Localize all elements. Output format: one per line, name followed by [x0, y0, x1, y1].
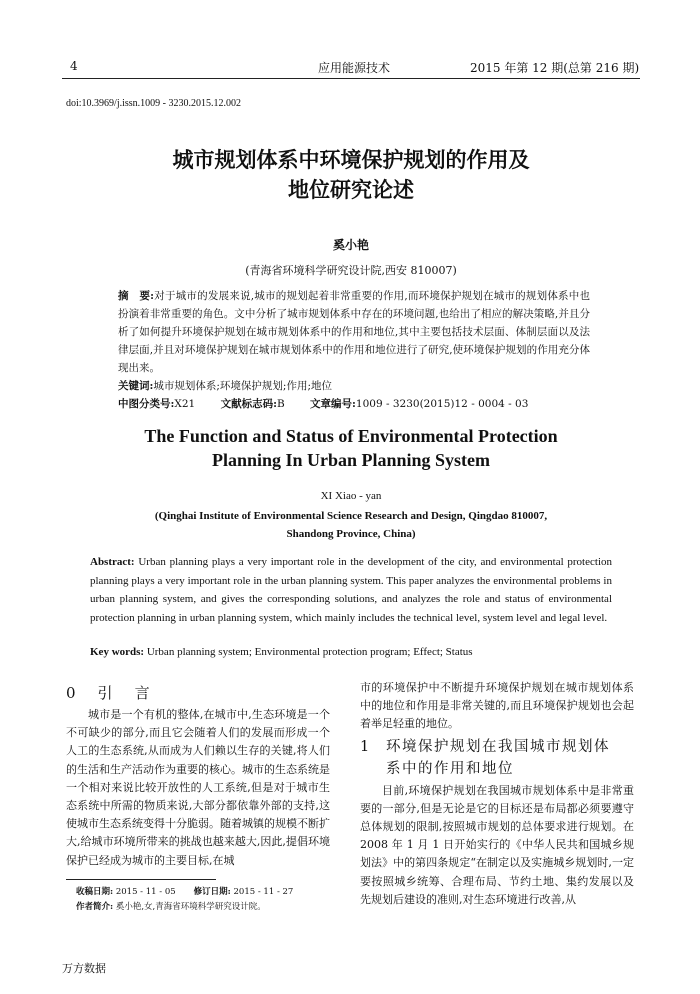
keywords-cn: [118, 378, 332, 393]
author-en: XI Xiao - yan: [320, 490, 382, 502]
footer-watermark: 万方数据: [62, 962, 106, 975]
doc-code-value: B: [276, 398, 285, 410]
author-bio-label: 作者简介:: [76, 902, 114, 912]
received-label: 收稿日期:: [76, 887, 114, 897]
abstract-cn: [118, 287, 590, 377]
article-no-label: 文章编号:: [310, 398, 356, 410]
section-1-heading: [360, 736, 634, 780]
header-rule: [62, 78, 640, 79]
keywords-cn-text: 城市规划体系;环境保护规划;作用;地位: [153, 380, 333, 392]
right-column: [360, 679, 634, 909]
author-cn: 奚小艳: [332, 238, 369, 252]
issue-info: 2015 年第 12 期(总第 216 期): [470, 61, 640, 75]
affiliation-en-line2: Shandong Province, China): [286, 528, 416, 540]
doi: doi:10.3969/j.issn.1009 - 3230.2015.12.002: [66, 98, 242, 109]
affiliation-en: [100, 507, 602, 543]
revised-label: 修订日期:: [193, 887, 231, 897]
section-0-title-a: 引: [97, 684, 113, 702]
received-date: 2015 - 11 - 05: [115, 887, 176, 897]
title-en-line2: Planning In Urban Planning System: [211, 450, 491, 470]
affiliation-cn: (青海省环境科学研究设计院,西安 810007): [245, 264, 457, 277]
section-1-number: 1: [360, 738, 371, 755]
abstract-cn-text: 对于城市的发展来说,城市的规划起着非常重要的作用,而环境保护规划在城市的规划体系中也扮演着非常重要的角色。文中分析了城市规划体系中存在的环境问题,也给出了相应的解决策略,并且分析了如何提升环境保护规划在城市规划体系中的作用和地位,其中主要包括技术层面、体制层面以及法律层面,并且对环境保护规划在城市规划体系中的作用和地位进行了研究,使环境保护规划的作用充分体现出来。: [118, 290, 590, 374]
section-1-paragraph: 目前,环境保护规划在我国城市规划体系中是非常重要的一部分,但是无论是它的目标还是布局都必须要遵守总体规划的限制,按照城市规划的总体要求进行规划。在 2008 年 1 月 1 日开始实行的《中华人民共和国城乡规划法》中的第四条规定“在制定以及实施城乡规划时,一定要按照城乡统筹、合理布局、节约土地、集约发展以及先规划后建设的准则,对生态环境进行改善,从: [360, 783, 634, 906]
clc-label: 中图分类号:: [118, 398, 175, 410]
journal-name: 应用能源技术: [318, 61, 391, 75]
section-0-title-b: 言: [134, 684, 150, 702]
title-en-line1: The Function and Status of Environmental Protection: [144, 426, 558, 446]
title-cn-line1: 城市规划体系中环境保护规划的作用及: [172, 147, 530, 172]
section-1-title-line2: 系中的作用和地位: [386, 760, 514, 777]
author-bio: 奚小艳,女,青海省环境科学研究设计院。: [115, 902, 266, 912]
footnote-author: [76, 900, 266, 912]
section-0-heading: [66, 682, 150, 703]
doc-code-label: 文献标志码:: [220, 398, 277, 410]
abstract-cn-label: 摘 要:: [118, 290, 155, 302]
keywords-en: [90, 646, 473, 658]
abstract-en: [90, 553, 612, 627]
abstract-en-text: Urban planning plays a very important role in the development of the city, and environmental protection planning plays a very important role in the urban planning system. This paper analyzes the environmental problems in urban planning system, and gives the corresponding solutions, and analyzes the role and status of environmental protection planning in urban planning system, which mainly includes the technical level, system level and legal level.: [90, 556, 612, 624]
section-0-number: 0: [66, 684, 76, 702]
article-no-value: 1009 - 3230(2015)12 - 0004 - 03: [355, 398, 529, 410]
intro-paragraph-continued: 市的环境保护中不断提升环境保护规划在城市规划体系中的地位和作用是非常关键的,而且环境保护规划也会起着举足轻重的地位。: [360, 681, 634, 731]
keywords-en-label: Key words:: [90, 646, 145, 658]
keywords-en-text: Urban planning system; Environmental protection program; Effect; Status: [146, 646, 473, 658]
keywords-cn-label: 关键词:: [118, 380, 154, 392]
footnote-rule: [66, 879, 216, 880]
affiliation-en-line1: (Qinghai Institute of Environmental Science Research and Design, Qingdao 810007,: [154, 510, 548, 522]
revised-date: 2015 - 11 - 27: [233, 887, 294, 897]
clc-value: X21: [174, 398, 196, 410]
footnote-dates: [76, 885, 293, 897]
classification-line: [118, 396, 550, 411]
title-cn-line2: 地位研究论述: [288, 177, 414, 202]
page-number: 4: [70, 59, 78, 73]
intro-paragraph: 城市是一个有机的整体,在城市中,生态环境是一个不可缺少的部分,而且它会随着人们的发展而形成一个人工的生态系统,从而成为人们赖以生存的关键,将人们的生活和生产活动作为重要的核心。城市的生态系统是一个相对来说比较开放性的人工系统,但是对于城市生态系统中所需的物质来说,大部分都依靠外部的支持,这使城市生态系统变得十分脆弱。随着城镇的规模不断扩大,给城市环境所带来的挑战也越来越大,因此,提倡环境保护已经成为城市的主要目标,在城: [66, 708, 330, 867]
left-column: [66, 706, 330, 870]
abstract-en-label: Abstract:: [90, 556, 135, 568]
section-1-title-line1: 环境保护规划在我国城市规划体: [386, 738, 610, 755]
